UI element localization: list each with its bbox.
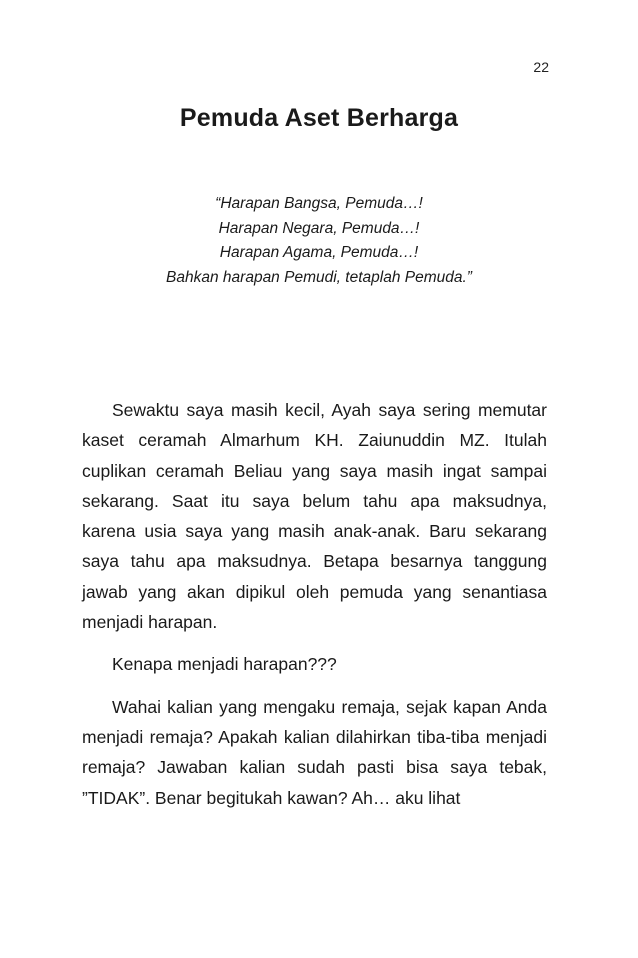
chapter-title: Pemuda Aset Berharga [179,104,459,132]
paragraph: Kenapa menjadi harapan??? [112,654,337,675]
epigraph-line: Harapan Negara, Pemuda…! [218,219,420,237]
paragraph: Wahai kalian yang mengaku remaja, sejak kapan Anda menjadi remaja? Apakah kalian dilahirkan tiba-tiba menjadi remaja? Jawaban kalian sudah pasti bisa saya tebak, ”TIDAK”. Benar begitukah kawan? Ah… aku lihat [82,696,547,808]
epigraph-line: Bahkan harapan Pemudi, tetaplah Pemuda.” [166,268,472,286]
epigraph-line: Harapan Agama, Pemuda…! [219,244,419,261]
paragraph: Sewaktu saya masih kecil, Ayah saya sering memutar kaset ceramah Almarhum KH. Zaiunuddin MZ. Itulah cuplikan ceramah Beliau yang saya masih ingat sampai sekarang. Saat itu saya belum tahu apa maksudnya, karena usia saya yang masih anak-anak. Baru sekarang saya tahu apa maksudnya. Betapa besarnya tanggung jawab yang akan dipikul oleh pemuda yang senantiasa menjadi harapan. [82,400,547,633]
page-number: 22 [533,59,549,75]
epigraph [0,192,638,290]
epigraph-line: “Harapan Bangsa, Pemuda…! [215,195,423,212]
body-text [82,395,547,813]
